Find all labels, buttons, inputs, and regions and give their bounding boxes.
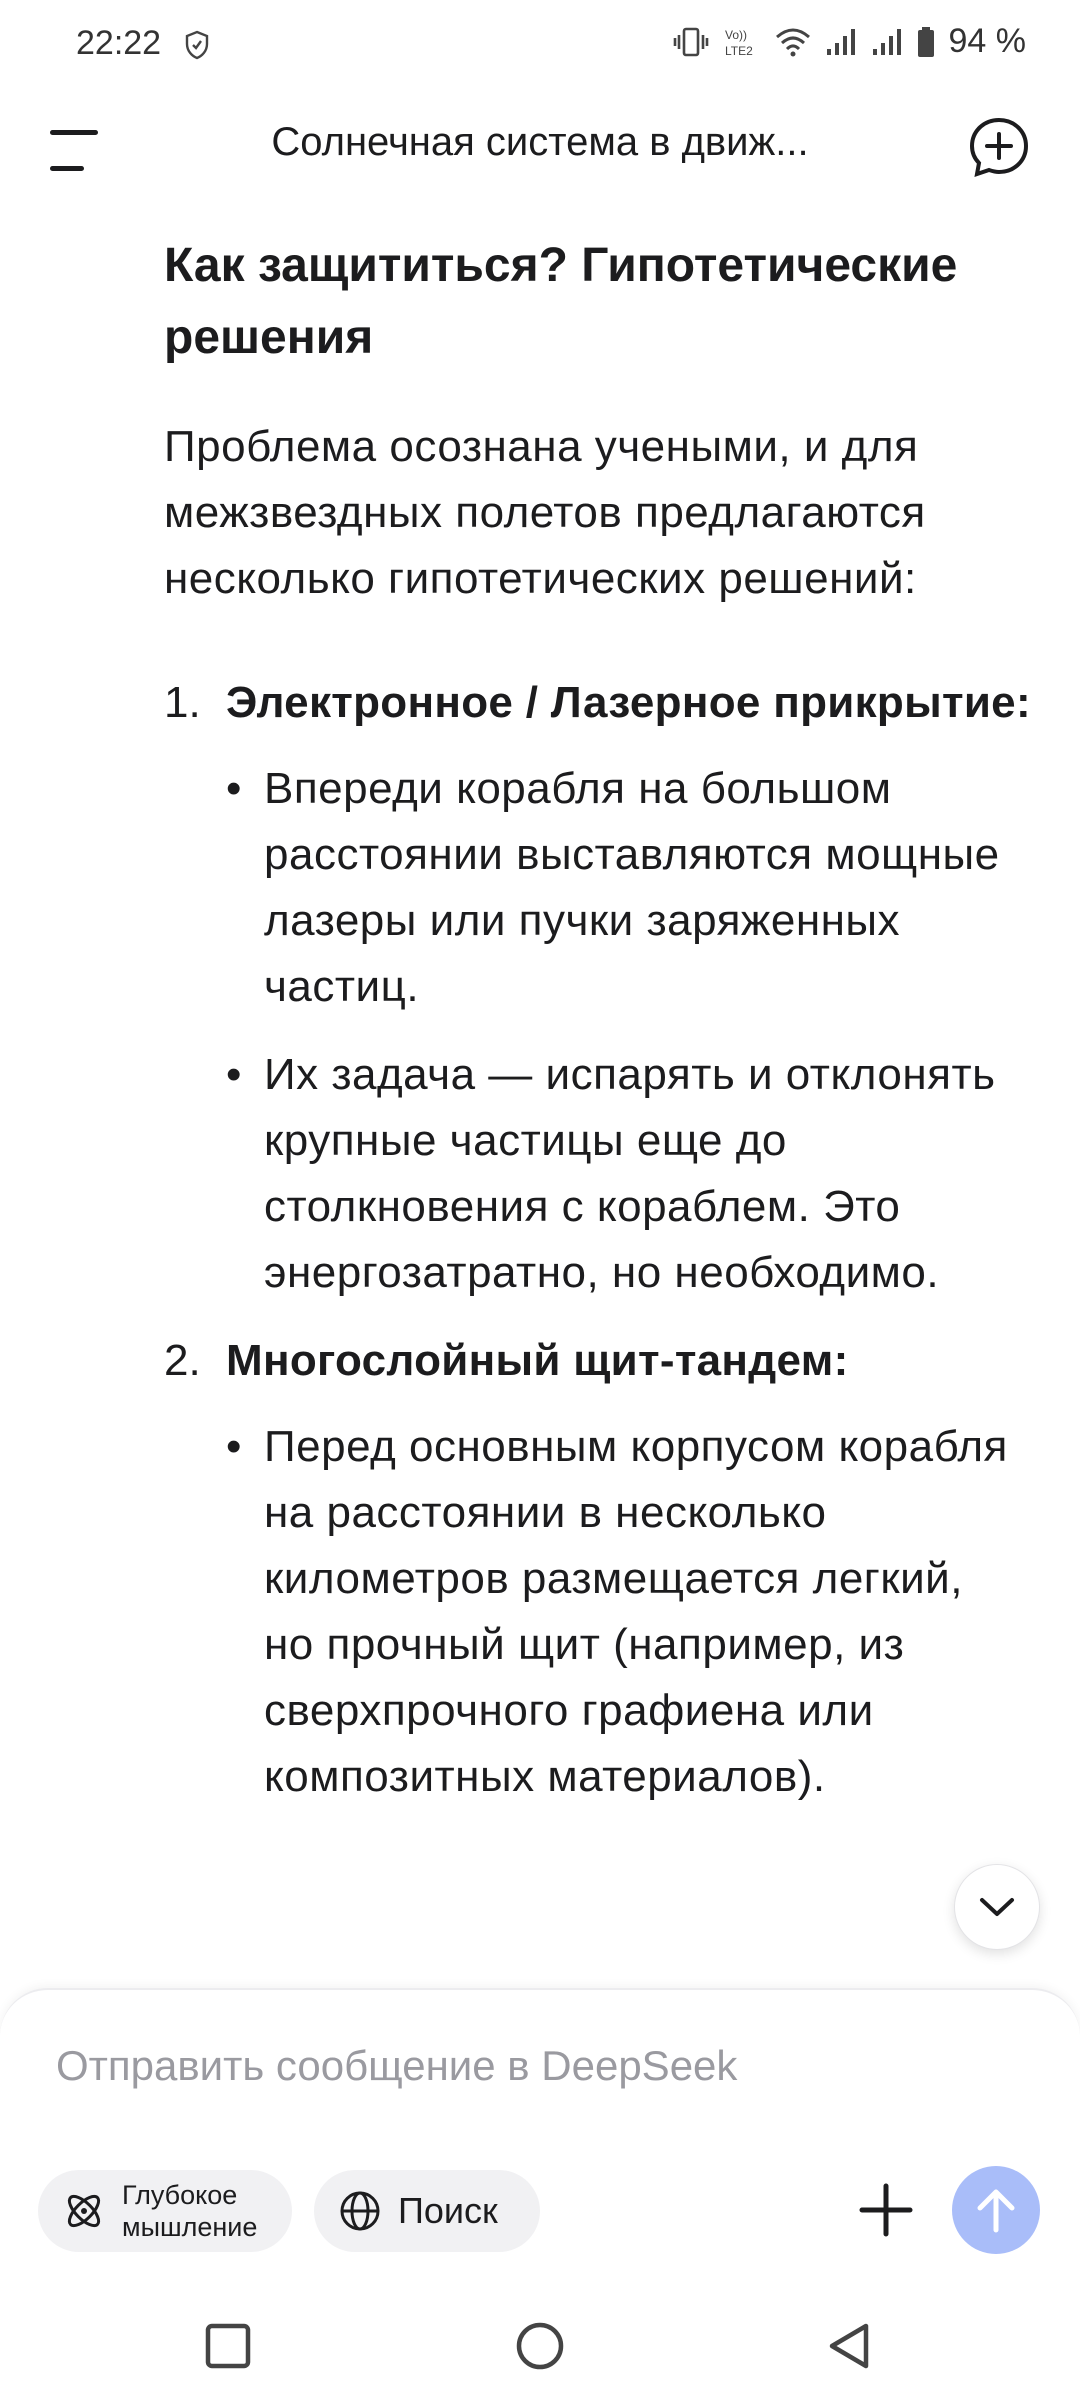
list-item-title: Многослойный щит-тандем:: [226, 1336, 849, 1385]
system-nav-bar: [0, 2288, 1080, 2404]
battery-icon: [917, 26, 935, 58]
atom-icon: [62, 2189, 106, 2233]
message-content: [164, 230, 1044, 1832]
svg-text:Vo)): Vo)): [724, 27, 747, 42]
chat-header: [0, 90, 1080, 210]
signal-icon: [871, 27, 903, 57]
status-bar: [0, 0, 1080, 90]
status-icons: [673, 22, 1027, 61]
list-number: 2.: [164, 1336, 201, 1385]
back-icon[interactable]: [822, 2318, 878, 2374]
attach-plus-icon[interactable]: [858, 2180, 914, 2240]
bullet-item: • Впереди корабля на большом расстоянии выставляются мощные лазеры или пучки заряженных частиц.: [226, 756, 1044, 1020]
bullet-item: • Перед основным корпусом корабля на расстоянии в несколько километров размещается легкий, но прочный щит (например, из сверхпрочного графиена или композитных материалов).: [226, 1414, 1024, 1810]
volte-icon: [723, 25, 761, 59]
list-number: 1.: [164, 678, 201, 727]
send-button[interactable]: [952, 2166, 1040, 2254]
new-chat-icon[interactable]: [968, 116, 1030, 178]
section-heading: Как защититься? Гипотетические решения: [164, 239, 958, 364]
chat-title: Солнечная система в движ...: [271, 120, 809, 164]
list-item: [164, 670, 1044, 1306]
svg-text:LTE2: LTE2: [724, 43, 753, 58]
shield-icon: [184, 30, 210, 60]
globe-icon: [338, 2189, 382, 2233]
recents-icon[interactable]: [200, 2318, 256, 2374]
bullet-item: • Их задача — испарять и отклонять крупные частицы еще до столкновения с кораблем. Это энергозатратно, но необходимо.: [226, 1042, 1044, 1306]
deep-think-label: Глубокое мышление: [122, 2180, 258, 2242]
vibrate-icon: [673, 26, 709, 58]
menu-line: [50, 130, 98, 135]
wifi-icon: [775, 27, 811, 57]
list-item: [164, 1328, 1044, 1810]
arrow-up-icon: [974, 2186, 1018, 2234]
intro-paragraph: Проблема осознана учеными, и для межзвездных полетов предлагаются несколько гипотетических решений:: [164, 422, 926, 603]
scroll-down-button[interactable]: [954, 1864, 1040, 1950]
chevron-down-icon: [979, 1896, 1015, 1918]
list-item-title: Электронное / Лазерное прикрытие:: [226, 678, 1031, 727]
deep-think-button[interactable]: [38, 2170, 292, 2252]
message-input[interactable]: [56, 2036, 956, 2096]
search-button[interactable]: [314, 2170, 540, 2252]
search-label: Поиск: [398, 2190, 498, 2231]
battery-level: 94 %: [948, 22, 1026, 60]
signal-icon: [825, 27, 857, 57]
status-time: 22:22: [76, 24, 162, 62]
menu-line: [50, 166, 84, 171]
menu-button[interactable]: [50, 128, 106, 172]
message-composer: [0, 1988, 1080, 2290]
home-icon[interactable]: [512, 2318, 568, 2374]
